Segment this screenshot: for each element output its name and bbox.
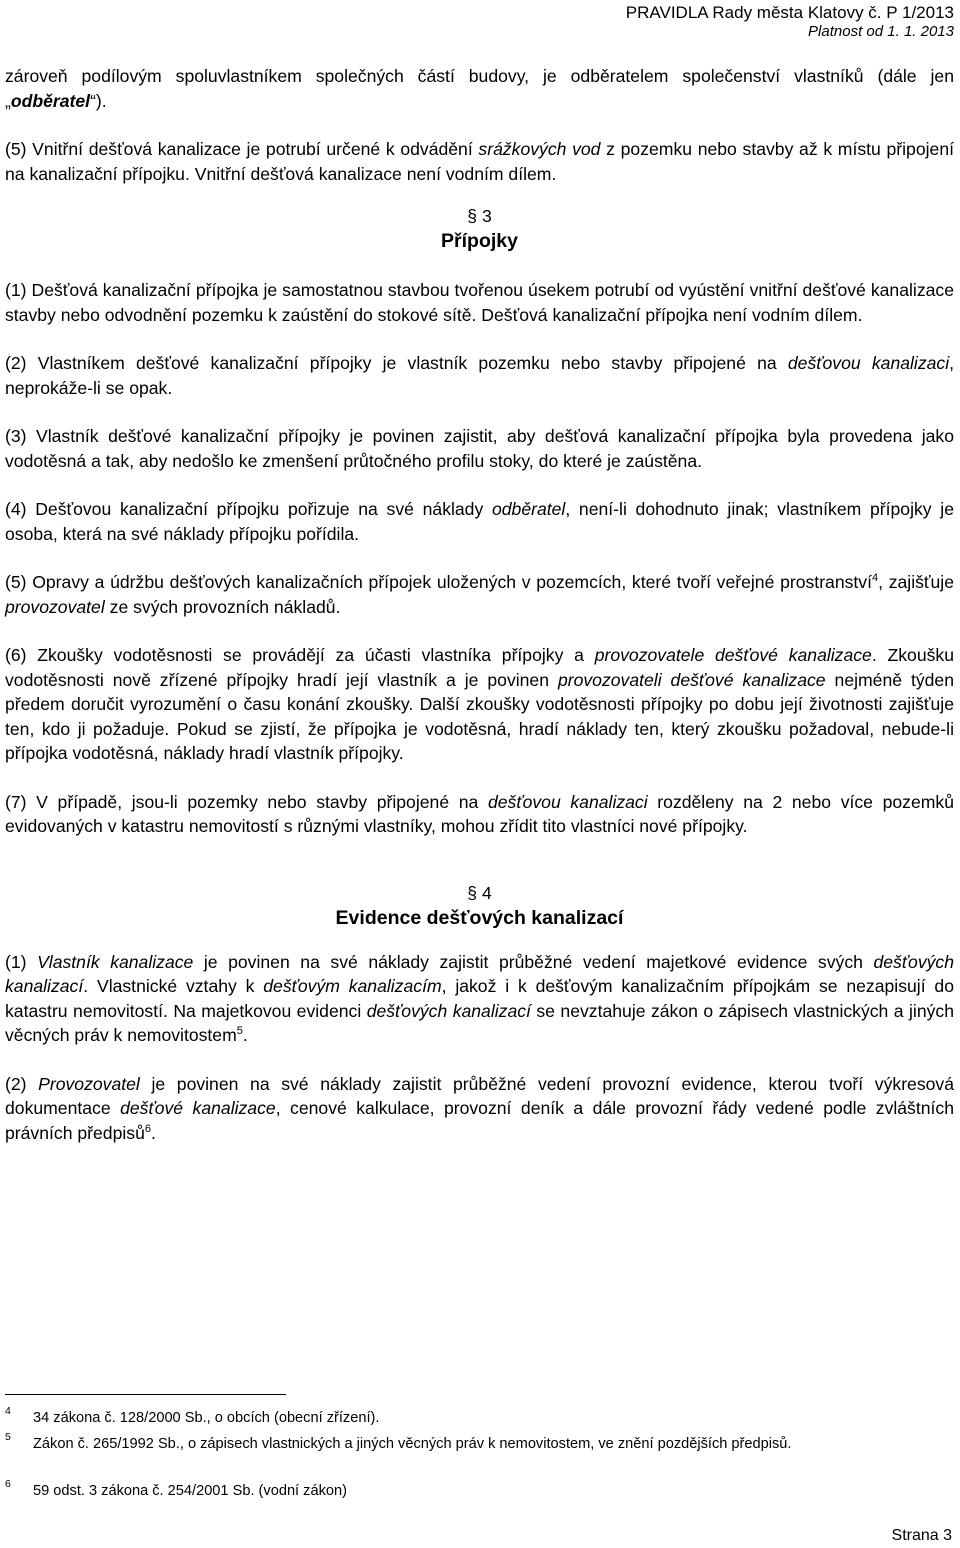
defined-term: odběratel bbox=[491, 499, 566, 519]
document-title: PRAVIDLA Rady města Klatovy č. P 1/2013 bbox=[625, 3, 954, 22]
text: , neprokáže-li se opak. bbox=[5, 353, 955, 398]
text: (5) Vnitřní dešťová kanalizace je potrubí určené k odvádění bbox=[5, 139, 479, 159]
defined-term: srážkových vod bbox=[478, 139, 601, 159]
paragraph: (3) Vlastník dešťové kanalizační přípojky je povinen zajistit, aby dešťová kanalizační přípojka byla provedena jako vodotěsná a tak, aby nedošlo ke zmenšení průtočného profilu stoky, do které je zaústěna. bbox=[5, 426, 954, 471]
defined-term: dešťových kanalizací bbox=[5, 951, 955, 996]
text: . Zkoušku vodotěsnosti nově zřízené přípojky hradí její vlastník a je povinen bbox=[5, 645, 954, 690]
footnote-text: 34 zákona č. 128/2000 Sb., o obcích (obecní zřízení). bbox=[33, 1410, 380, 1426]
footnote-ref[interactable]: 6 bbox=[144, 1122, 151, 1135]
text: ze svých provozních nákladů. bbox=[104, 596, 341, 617]
defined-term: dešťovou kanalizaci bbox=[487, 791, 648, 812]
text: (6) Zkoušky vodotěsnosti se provádějí za účasti vlastníka přípojky a bbox=[5, 645, 595, 665]
text: (7) V případě, jsou-li pozemky nebo stavby připojené na bbox=[5, 791, 488, 812]
text: (5) Opravy a údržbu dešťových kanalizačních přípojek uložených v pozemcích, které tvoří veřejné prostranství bbox=[5, 572, 872, 592]
text: je povinen na své náklady zajistit průběžné vedení provozní evidence, kterou tvoří výkresová dokumentace bbox=[5, 1073, 954, 1118]
paragraph bbox=[5, 570, 954, 619]
footnote-text: 59 odst. 3 zákona č. 254/2001 Sb. (vodní zákon) bbox=[33, 1483, 347, 1499]
defined-term: Provozovatel bbox=[38, 1073, 140, 1094]
text: zároveň podílovým spoluvlastníkem společných částí budovy, je odběratelem společenství vlastníků (dále jen „ bbox=[5, 66, 954, 111]
section-heading bbox=[5, 881, 954, 931]
defined-term: provozovatel bbox=[5, 596, 105, 617]
paragraph bbox=[5, 1072, 954, 1146]
page-number: Strana 3 bbox=[891, 1527, 952, 1544]
text: (2) bbox=[5, 1073, 39, 1094]
text: , zajišťuje bbox=[878, 572, 954, 592]
footnote-number: 4 bbox=[5, 1405, 11, 1417]
section-title: Přípojky bbox=[441, 230, 518, 252]
paragraph bbox=[5, 790, 954, 839]
footnote-number: 6 bbox=[5, 1478, 11, 1490]
defined-term: provozovateli dešťové kanalizace bbox=[557, 669, 826, 690]
text: “). bbox=[90, 90, 107, 111]
document-body bbox=[5, 64, 954, 1145]
footnote bbox=[5, 1478, 893, 1501]
paragraph bbox=[5, 497, 954, 546]
text: nejméně týden předem doručit vyrozumění o času konání zkoušky. Další zkoušky vodotěsnosti přípojky po dobu její životnosti zajišťuje ten, kdo ji požaduje. Pokud se zjistí, že přípojka je vodotěsná, hradí náklady ten, který zkoušku požadoval, nebude-li přípojka vodotěsná, náklady hradí vlastník přípojky. bbox=[5, 669, 954, 763]
text: se nevztahuje zákon o zápisech vlastnických a jiných věcných práv k nemovitostem bbox=[5, 1000, 954, 1045]
text: z pozemku nebo stavby až k místu připojení na kanalizační přípojku. Vnitřní dešťová kanalizace není vodním dílem. bbox=[5, 139, 954, 184]
paragraph bbox=[5, 64, 954, 113]
text: , jakož i k dešťovým kanalizačním přípojkám se nezapisují do katastru nemovitostí. Na majetkovou evidenci bbox=[5, 976, 954, 1021]
footnote-number: 5 bbox=[5, 1431, 11, 1443]
text: . bbox=[150, 1122, 156, 1143]
footnote bbox=[5, 1405, 893, 1428]
defined-term: dešťovým kanalizacím bbox=[263, 976, 442, 996]
text: . Vlastnické vztahy k bbox=[83, 976, 264, 996]
section-number: § 4 bbox=[467, 882, 492, 903]
footnote-ref[interactable]: 5 bbox=[236, 1025, 243, 1038]
paragraph bbox=[5, 950, 954, 1048]
defined-term: Vlastník kanalizace bbox=[37, 951, 194, 972]
paragraph bbox=[5, 643, 954, 766]
defined-term: dešťových kanalizací bbox=[366, 1000, 531, 1021]
footnote-text: Zákon č. 265/1992 Sb., o zápisech vlastnických a jiných věcných práv k nemovitostem, ve znění pozdějších předpisů. bbox=[33, 1436, 792, 1452]
text: , cenové kalkulace, provozní deník a dále provozní řády vedené podle zvláštních právních předpisů bbox=[5, 1098, 954, 1143]
footnote-ref[interactable]: 4 bbox=[872, 572, 879, 585]
validity-date: Platnost od 1. 1. 2013 bbox=[808, 23, 954, 40]
text: rozděleny na 2 nebo více pozemků evidovaných v katastru nemovitostí s různými vlastníky, mohou zřídit tito vlastníci nové přípojky. bbox=[5, 791, 954, 836]
section-title: Evidence dešťových kanalizací bbox=[335, 906, 624, 929]
page-header bbox=[626, 3, 954, 40]
paragraph bbox=[5, 137, 954, 186]
paragraph: (1) Dešťová kanalizační přípojka je samostatnou stavbou tvořenou úsekem potrubí od vyústění vnitřní dešťové kanalizace stavby nebo odvodnění pozemku k zaústění do stokové sítě. Dešťová kanalizační přípojka není vodním dílem. bbox=[5, 280, 954, 325]
footnote-separator bbox=[5, 1394, 286, 1395]
section-number: § 3 bbox=[467, 206, 492, 226]
footnote bbox=[5, 1431, 893, 1454]
section-heading bbox=[5, 204, 954, 254]
text: (2) Vlastníkem dešťové kanalizační přípojky je vlastník pozemku nebo stavby připojené na bbox=[5, 353, 788, 373]
text: je povinen na své náklady zajistit průběžné vedení majetkové evidence svých bbox=[193, 951, 874, 972]
defined-term: dešťové kanalizace bbox=[120, 1098, 276, 1118]
defined-term: odběratel bbox=[10, 90, 91, 111]
defined-term: dešťovou kanalizaci bbox=[787, 353, 950, 373]
text: . bbox=[242, 1025, 248, 1045]
text: (4) Dešťovou kanalizační přípojku pořizuje na své náklady bbox=[5, 499, 492, 519]
text: , není-li dohodnuto jinak; vlastníkem přípojky je osoba, která na své náklady přípojku pořídila. bbox=[5, 499, 954, 544]
paragraph bbox=[5, 351, 954, 400]
defined-term: provozovatele dešťové kanalizace bbox=[594, 645, 872, 665]
text: (1) bbox=[5, 951, 38, 972]
